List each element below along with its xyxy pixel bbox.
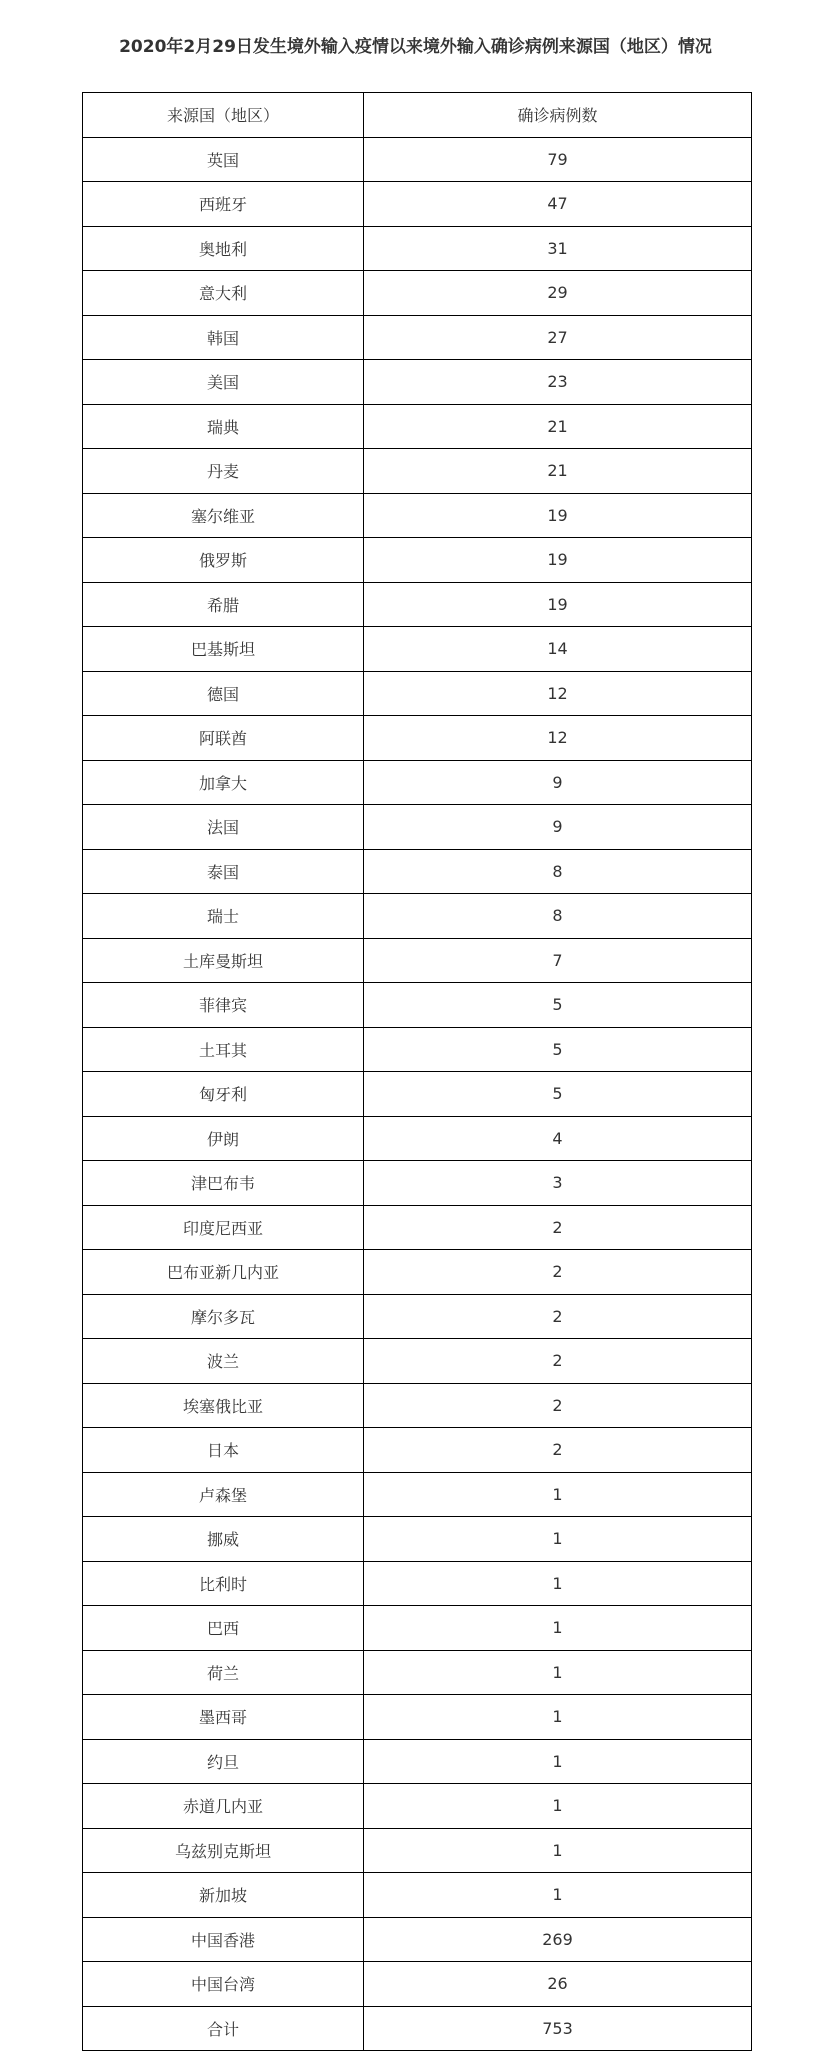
- table-row: [83, 1962, 752, 2007]
- table-row: [83, 493, 752, 538]
- country-cell: 奥地利: [83, 226, 364, 271]
- cases-cell: 1: [364, 1695, 752, 1740]
- country-cell: 泰国: [83, 849, 364, 894]
- country-cell: 土库曼斯坦: [83, 938, 364, 983]
- country-cell: 约旦: [83, 1739, 364, 1784]
- country-cell: 荷兰: [83, 1650, 364, 1695]
- table-row: [83, 1873, 752, 1918]
- cases-cell: 21: [364, 449, 752, 494]
- table-row: [83, 983, 752, 1028]
- country-cell: 赤道几内亚: [83, 1784, 364, 1829]
- country-cell: 墨西哥: [83, 1695, 364, 1740]
- country-cell: 波兰: [83, 1339, 364, 1384]
- page-title: 2020年2月29日发生境外输入疫情以来境外输入确诊病例来源国（地区）情况: [119, 37, 712, 57]
- table-row: [83, 1116, 752, 1161]
- cases-cell: 2: [364, 1339, 752, 1384]
- table-row: [83, 182, 752, 227]
- table-row: [83, 1250, 752, 1295]
- table-header-row: [83, 93, 752, 138]
- country-cell: 加拿大: [83, 760, 364, 805]
- table-row: [83, 894, 752, 939]
- cases-cell: 7: [364, 938, 752, 983]
- country-cell: 德国: [83, 671, 364, 716]
- table-row: [83, 2006, 752, 2051]
- cases-cell: 1: [364, 1472, 752, 1517]
- table-row: [83, 1027, 752, 1072]
- table-row: [83, 582, 752, 627]
- table-row: [83, 1339, 752, 1384]
- table-row: [83, 315, 752, 360]
- country-cell: 埃塞俄比亚: [83, 1383, 364, 1428]
- table-row: [83, 1828, 752, 1873]
- country-cell: 匈牙利: [83, 1072, 364, 1117]
- table-row: [83, 1739, 752, 1784]
- country-cell: 中国台湾: [83, 1962, 364, 2007]
- column-header-cases: 确诊病例数: [364, 93, 752, 138]
- cases-table: [82, 92, 752, 2051]
- cases-cell: 2: [364, 1428, 752, 1473]
- table-row: [83, 360, 752, 405]
- cases-cell: 5: [364, 983, 752, 1028]
- country-cell: 希腊: [83, 582, 364, 627]
- cases-cell: 8: [364, 894, 752, 939]
- country-cell: 阿联酋: [83, 716, 364, 761]
- cases-cell: 27: [364, 315, 752, 360]
- cases-cell: 8: [364, 849, 752, 894]
- cases-cell: 2: [364, 1250, 752, 1295]
- country-cell: 英国: [83, 137, 364, 182]
- table-row: [83, 1428, 752, 1473]
- cases-cell: 9: [364, 760, 752, 805]
- table-row: [83, 137, 752, 182]
- cases-cell: 2: [364, 1294, 752, 1339]
- cases-cell: 79: [364, 137, 752, 182]
- table-row: [83, 1606, 752, 1651]
- country-cell: 中国香港: [83, 1917, 364, 1962]
- cases-cell: 1: [364, 1606, 752, 1651]
- table-row: [83, 449, 752, 494]
- cases-cell: 1: [364, 1784, 752, 1829]
- table-row: [83, 805, 752, 850]
- country-cell: 土耳其: [83, 1027, 364, 1072]
- country-cell: 津巴布韦: [83, 1161, 364, 1206]
- country-cell: 巴布亚新几内亚: [83, 1250, 364, 1295]
- cases-cell: 5: [364, 1072, 752, 1117]
- country-cell: 卢森堡: [83, 1472, 364, 1517]
- country-cell: 法国: [83, 805, 364, 850]
- cases-cell: 1: [364, 1561, 752, 1606]
- table-row: [83, 1784, 752, 1829]
- table-row: [83, 1517, 752, 1562]
- table-row: [83, 1695, 752, 1740]
- country-cell: 日本: [83, 1428, 364, 1473]
- cases-cell: 19: [364, 493, 752, 538]
- table-row: [83, 671, 752, 716]
- cases-cell: 1: [364, 1739, 752, 1784]
- cases-cell: 26: [364, 1962, 752, 2007]
- cases-cell: 5: [364, 1027, 752, 1072]
- table-row: [83, 849, 752, 894]
- table-row: [83, 716, 752, 761]
- cases-cell: 31: [364, 226, 752, 271]
- table-row: [83, 1472, 752, 1517]
- cases-cell: 19: [364, 582, 752, 627]
- country-cell: 塞尔维亚: [83, 493, 364, 538]
- country-cell: 俄罗斯: [83, 538, 364, 583]
- cases-cell: 1: [364, 1517, 752, 1562]
- table-row: [83, 1383, 752, 1428]
- table-body: [83, 137, 752, 2051]
- country-cell: 合计: [83, 2006, 364, 2051]
- country-cell: 瑞典: [83, 404, 364, 449]
- country-cell: 巴基斯坦: [83, 627, 364, 672]
- country-cell: 伊朗: [83, 1116, 364, 1161]
- country-cell: 韩国: [83, 315, 364, 360]
- table-row: [83, 627, 752, 672]
- table-row: [83, 1161, 752, 1206]
- table-row: [83, 1561, 752, 1606]
- country-cell: 摩尔多瓦: [83, 1294, 364, 1339]
- country-cell: 美国: [83, 360, 364, 405]
- cases-cell: 12: [364, 671, 752, 716]
- cases-cell: 753: [364, 2006, 752, 2051]
- cases-cell: 2: [364, 1205, 752, 1250]
- table-row: [83, 1650, 752, 1695]
- cases-cell: 9: [364, 805, 752, 850]
- cases-cell: 47: [364, 182, 752, 227]
- cases-cell: 4: [364, 1116, 752, 1161]
- country-cell: 新加坡: [83, 1873, 364, 1918]
- table-row: [83, 404, 752, 449]
- country-cell: 挪威: [83, 1517, 364, 1562]
- table-row: [83, 271, 752, 316]
- country-cell: 西班牙: [83, 182, 364, 227]
- cases-cell: 3: [364, 1161, 752, 1206]
- table-row: [83, 1205, 752, 1250]
- cases-cell: 1: [364, 1873, 752, 1918]
- table-row: [83, 938, 752, 983]
- country-cell: 乌兹别克斯坦: [83, 1828, 364, 1873]
- country-cell: 丹麦: [83, 449, 364, 494]
- country-cell: 巴西: [83, 1606, 364, 1651]
- country-cell: 比利时: [83, 1561, 364, 1606]
- table-row: [83, 1294, 752, 1339]
- country-cell: 意大利: [83, 271, 364, 316]
- cases-cell: 12: [364, 716, 752, 761]
- cases-cell: 1: [364, 1650, 752, 1695]
- cases-cell: 269: [364, 1917, 752, 1962]
- cases-cell: 19: [364, 538, 752, 583]
- cases-cell: 1: [364, 1828, 752, 1873]
- table-row: [83, 538, 752, 583]
- table-row: [83, 1072, 752, 1117]
- cases-cell: 29: [364, 271, 752, 316]
- cases-cell: 14: [364, 627, 752, 672]
- cases-cell: 23: [364, 360, 752, 405]
- table-row: [83, 1917, 752, 1962]
- cases-cell: 2: [364, 1383, 752, 1428]
- cases-cell: 21: [364, 404, 752, 449]
- table-row: [83, 226, 752, 271]
- country-cell: 瑞士: [83, 894, 364, 939]
- country-cell: 印度尼西亚: [83, 1205, 364, 1250]
- country-cell: 菲律宾: [83, 983, 364, 1028]
- column-header-country: 来源国（地区）: [83, 93, 364, 138]
- table-row: [83, 760, 752, 805]
